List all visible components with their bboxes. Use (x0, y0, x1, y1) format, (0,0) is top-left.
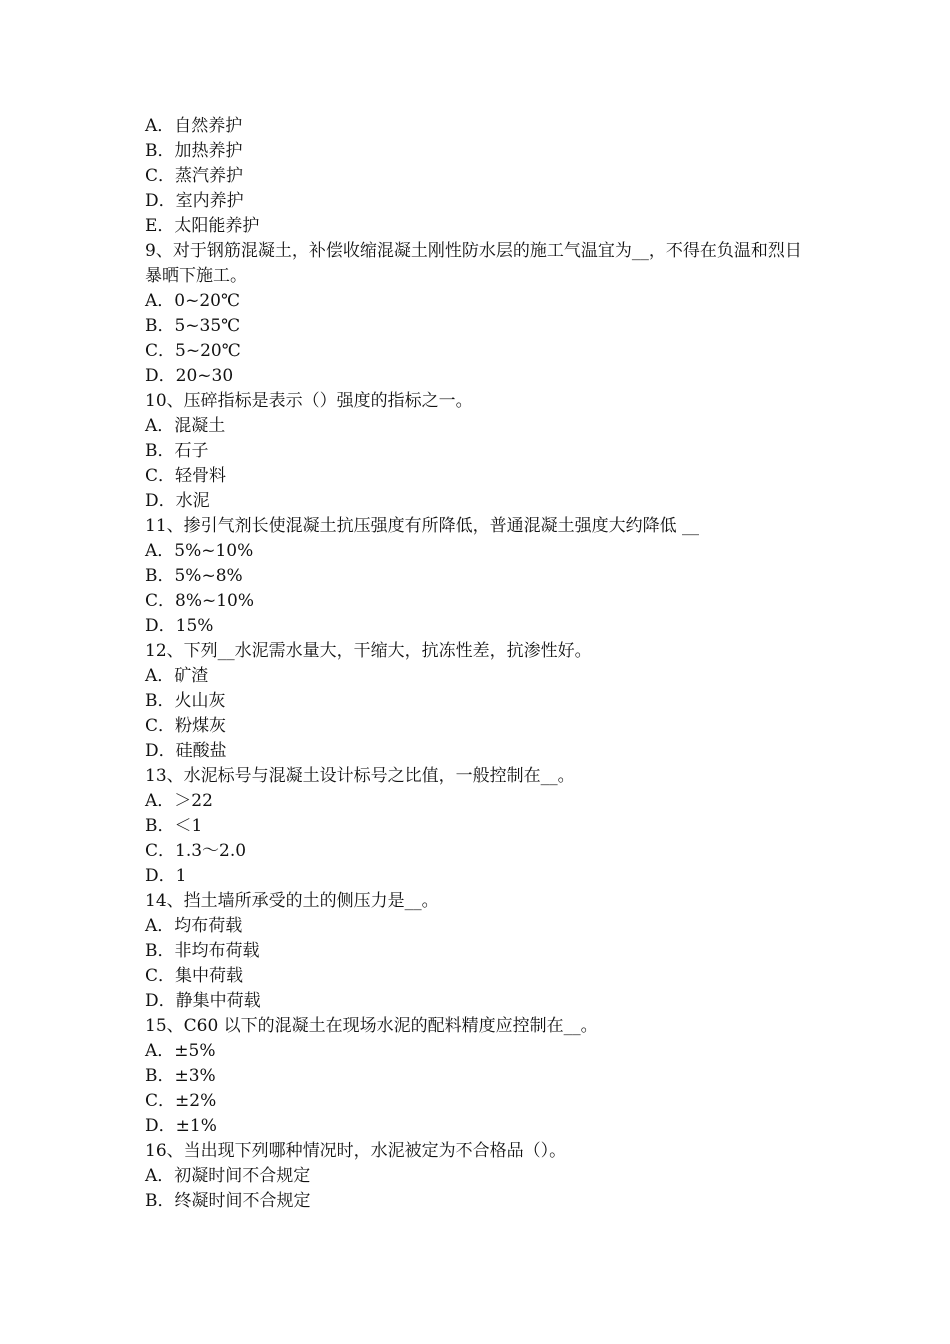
option-line: B．5~35℃ (145, 316, 241, 336)
option-line: D．室内养护 (145, 191, 244, 211)
option-line: B．火山灰 (145, 691, 226, 711)
option-line: B．5%~8% (145, 566, 243, 586)
question-line: 15、C60 以下的混凝土在现场水泥的配料精度应控制在__。 (145, 1016, 598, 1036)
question-line: 16、当出现下列哪种情况时，水泥被定为不合格品（）。 (145, 1141, 567, 1161)
option-line: C．±2% (145, 1091, 217, 1111)
option-line: D．1 (145, 866, 187, 886)
question-line: 10、压碎指标是表示（）强度的指标之一。 (145, 391, 473, 411)
option-line: B．终凝时间不合规定 (145, 1191, 311, 1211)
option-line: C．粉煤灰 (145, 716, 227, 736)
question-line: 9、对于钢筋混凝土，补偿收缩混凝土刚性防水层的施工气温宜为__，不得在负温和烈日暴晒下施工。 (145, 241, 802, 286)
option-line: C．8%~10% (145, 591, 255, 611)
option-line: B．＜1 (145, 816, 203, 836)
option-line: D．硅酸盐 (145, 741, 227, 761)
option-line: B．±3% (145, 1066, 216, 1086)
option-line: A．0~20℃ (145, 291, 240, 311)
option-line: D．±1% (145, 1116, 217, 1136)
option-line: C．轻骨料 (145, 466, 227, 486)
option-line: A．初凝时间不合规定 (145, 1166, 311, 1186)
option-line: B．非均布荷载 (145, 941, 260, 961)
option-line: A．5%~10% (145, 541, 254, 561)
option-line: D．静集中荷载 (145, 991, 261, 1011)
question-line: 12、下列__水泥需水量大，干缩大，抗冻性差，抗渗性好。 (145, 641, 592, 661)
option-line: A．＞22 (145, 791, 213, 811)
question-list (145, 114, 815, 1214)
question-line: 11、掺引气剂长使混凝土抗压强度有所降低，普通混凝土强度大约降低 __ (145, 516, 700, 536)
option-line: A．均布荷载 (145, 916, 243, 936)
option-line: A．矿渣 (145, 666, 209, 686)
question-line: 14、挡土墙所承受的土的侧压力是__。 (145, 891, 439, 911)
option-line: D．15% (145, 616, 214, 636)
option-line: D．20~30 (145, 366, 234, 386)
question-line: 13、水泥标号与混凝土设计标号之比值，一般控制在__。 (145, 766, 575, 786)
option-line: B．石子 (145, 441, 209, 461)
option-line: C．1.3～2.0 (145, 841, 247, 861)
option-line: E．太阳能养护 (145, 216, 260, 236)
option-line: A．自然养护 (145, 116, 243, 136)
option-line: C．集中荷载 (145, 966, 244, 986)
option-line: C．蒸汽养护 (145, 166, 244, 186)
option-line: B．加热养护 (145, 141, 243, 161)
option-line: D．水泥 (145, 491, 210, 511)
option-line: C．5~20℃ (145, 341, 241, 361)
option-line: A．±5% (145, 1041, 216, 1061)
option-line: A．混凝土 (145, 416, 226, 436)
